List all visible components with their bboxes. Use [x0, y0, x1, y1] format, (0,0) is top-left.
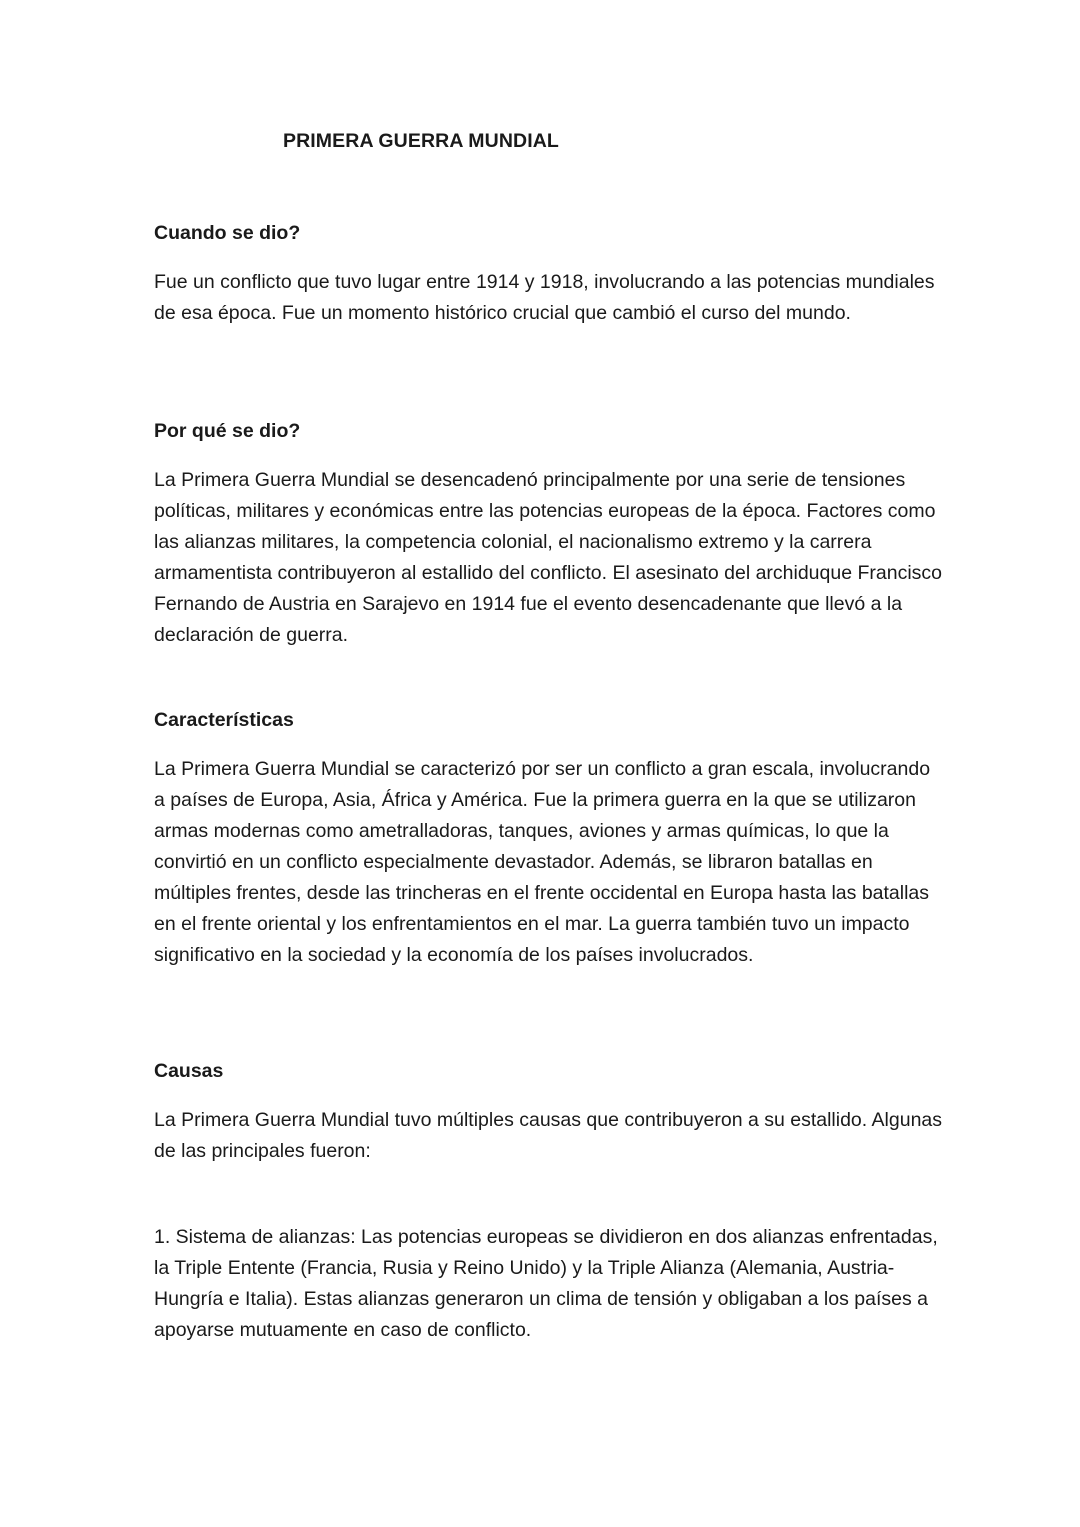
section-por-que [154, 419, 944, 651]
section-heading: Características [154, 709, 294, 731]
section-heading: Cuando se dio? [154, 222, 301, 244]
list-item: 1. Sistema de alianzas: Las potencias europeas se dividieron en dos alianzas enfrentadas, la Triple Entente (Francia, Rusia y Reino Unido) y la Triple Alianza (Alemania, Austria-Hungría e Italia). Estas alianzas generaron un clima de tensión y obligaban a los países a apoyarse mutuamente en caso de conflicto. [154, 1226, 938, 1341]
section-causas [154, 1059, 944, 1167]
document-title: PRIMERA GUERRA MUNDIAL [283, 130, 559, 152]
section-paragraph: La Primera Guerra Mundial se caracterizó por ser un conflicto a gran escala, involucrando a países de Europa, Asia, África y América. Fue la primera guerra en la que se utilizaron armas modernas como ametralladoras, tanques, aviones y armas químicas, lo que la convirtió en un conflicto especialmente devastador. Además, se libraron batallas en múltiples frentes, desde las trincheras en el frente occidental en Europa hasta las batallas en el frente oriental y los enfrentamientos en el mar. La guerra también tuvo un impacto significativo en la sociedad y la economía de los países involucrados. [154, 758, 931, 966]
section-paragraph: Fue un conflicto que tuvo lugar entre 1914 y 1918, involucrando a las potencias mundiales de esa época. Fue un momento histórico crucial que cambió el curso del mundo. [154, 271, 935, 324]
section-caracteristicas [154, 708, 944, 971]
section-cuando [154, 221, 944, 329]
section-heading: Por qué se dio? [154, 420, 301, 442]
section-paragraph: La Primera Guerra Mundial tuvo múltiples causas que contribuyeron a su estallido. Algunas de las principales fueron: [154, 1109, 943, 1162]
section-paragraph: La Primera Guerra Mundial se desencadenó principalmente por una serie de tensiones políticas, militares y económicas entre las potencias europeas de la época. Factores como las alianzas militares, la competencia colonial, el nacionalismo extremo y la carrera armamentista contribuyeron al estallido del conflicto. El asesinato del archiduque Francisco Fernando de Austria en Sarajevo en 1914 fue el evento desencadenante que llevó a la declaración de guerra. [154, 469, 942, 646]
section-heading: Causas [154, 1060, 224, 1082]
